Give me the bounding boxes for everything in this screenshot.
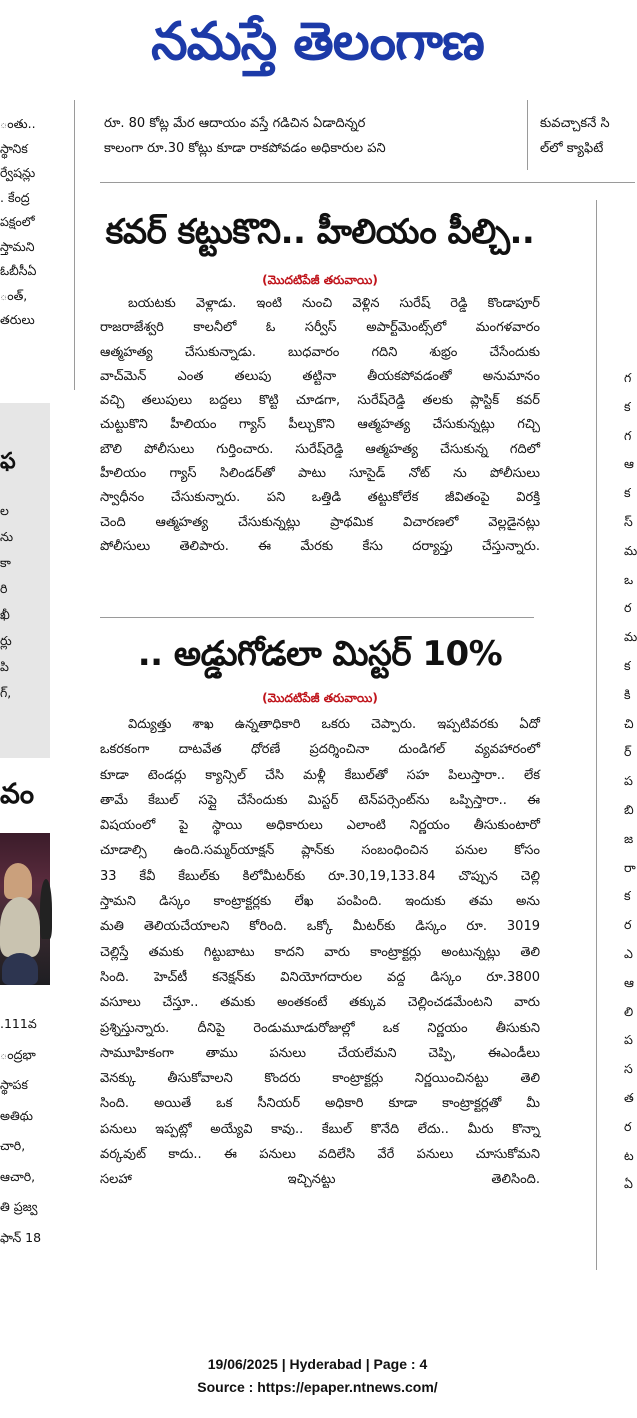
fragment-line: జ [624, 830, 634, 846]
fragment-line: గ [624, 427, 632, 443]
article-line: 33 కేవీ కేబుల్‌కు కిలోమీటర్‌కు రూ.30,19,133.84 చొప్పున చెల్లి [100, 868, 540, 884]
fragment-line: ట [624, 1147, 634, 1163]
article-2-kicker: (మొదటిపేజీ తరువాయి) [262, 691, 378, 705]
article-line: సలహా ఇచ్చినట్టు తెలిసింది. [100, 1172, 540, 1188]
column-divider [74, 100, 75, 390]
article-line: హీలియం గ్యాస్ సిలిండర్‌తో పాటు సూసైడ్ నోట్ ను పోలీసులు [100, 466, 540, 482]
masthead [0, 0, 635, 84]
column-divider [596, 200, 597, 1270]
article-line: మతి తెలియచేయాలని కోరింది. ఒక్కో మీటర్‌కు డిస్కం రూ. 3019 [100, 919, 540, 935]
fragment-line: ప [624, 1032, 633, 1048]
fragment-line: పక్షంలో [0, 214, 35, 229]
right-column-fragments [624, 364, 635, 1199]
fragment-line: ంద్రభా [0, 1046, 36, 1062]
fragment-line: ర [624, 1118, 632, 1134]
fragment-line: ర [624, 600, 632, 616]
left-bottom-fragments [0, 1009, 52, 1253]
article-line: చూడాల్సి ఉంది.సమ్మర్‌యాక్షన్ ప్లాన్‌కు సంబంధించిన పనుల కోసం [100, 843, 540, 859]
fragment-line: స్తామని [0, 238, 35, 254]
fragment-line: కాలంగా రూ.30 కోట్లు కూడా రాకపోవడం అధికారుల పని [104, 141, 386, 156]
fragment-line: కువచ్చాకనే సి [540, 116, 610, 131]
article-1-headline: కవర్ కట్టుకొని.. హీలియం పీల్చి.. [105, 212, 535, 252]
newspaper-title: నమస్తే తెలంగాణ [151, 11, 484, 72]
left-box-heading: ఫ [0, 449, 16, 474]
right-top-fragment [540, 111, 635, 161]
fragment-line: ఆచారి, [0, 1168, 36, 1184]
fragment-line: చి [624, 715, 634, 731]
article-line: వచ్చి తలుపులు బద్దలు కొట్టి చూడగా, సురేష్‌రెడ్డి తలకు ప్లాస్టిక్ కవర్ [100, 393, 540, 409]
article-line: చెల్లిస్తే తమకు గిట్టుబాటు కాదని వారు కాంట్రాక్టర్లు అంటున్నట్లు తెలి [100, 944, 540, 960]
article-2-headline: .. అడ్డుగోడలా మిస్టర్ 10% [137, 634, 503, 674]
article-line: వర్కవుట్ కాదు.. ఈ పనులు వదిలేసి వేరే పనులు చూసుకోమని [100, 1147, 540, 1163]
fragment-line: స్ [624, 513, 633, 529]
left-box-text [0, 498, 40, 706]
article-line: విషయంలో పై స్థాయి అధికారులు ఎలాంటి నిర్ణయం తీసుకుంటారో [100, 818, 540, 834]
left-top-fragments [0, 112, 62, 333]
fragment-line: ల [0, 503, 9, 518]
article-line: చెంది ఆత్మహత్య చేసుకున్నట్లు ప్రాథమిక విచారణలో వెల్లడైనట్లు [100, 514, 540, 530]
fragment-line: రూ. 80 కోట్ల మేర ఆదాయం వస్తే గడిచిన ఏడాదిన్నర [104, 116, 366, 131]
article-line: తామే కేబుల్ సప్లై చేసేందుకు మిస్టర్ టెన్‌పర్సెంట్‌ను ఒప్పిస్తారా.. ఈ [100, 792, 540, 808]
article-line: స్తామని డిస్కం కాంట్రాక్టర్లకు లేఖ పంపింది. ఇందుకు తమ అను [100, 894, 540, 910]
fragment-line: ను [0, 529, 14, 544]
section-divider [100, 182, 635, 183]
fragment-line: మ [624, 629, 637, 645]
fragment-line: ంతు.. [0, 116, 36, 131]
fragment-line: గ్, [0, 685, 12, 700]
article-line: సామూహికంగా తాము పనులు చేయలేమని చెప్పి, ఈఎండీలు [100, 1045, 540, 1061]
fragment-line: క [624, 888, 631, 904]
fragment-line: .111వ [0, 1016, 37, 1031]
fragment-line: బి [624, 801, 634, 817]
fragment-line: చారి, [0, 1138, 26, 1153]
article-1-kicker: (మొదటిపేజీ తరువాయి) [262, 273, 378, 287]
article-line: వసూలు చేస్తూ.. తమకు అంతకంటే తక్కువ చెల్లించడమేంటని వారు [100, 995, 540, 1011]
fragment-line: ర్వేషన్లు [0, 165, 36, 180]
fragment-line: రా [624, 859, 636, 875]
fragment-line: ప [624, 773, 633, 789]
fragment-line: ర్లు [0, 633, 12, 648]
article-line: సింది. హెచ్‌టీ కనెక్షన్‌కు వినియోగదారుల వద్ద డిస్కం రూ.3800 [100, 969, 540, 985]
article-line: పోలీసులు తెలిపారు. ఈ మేరకు కేసు దర్యాప్తు చేస్తున్నారు. [100, 538, 540, 554]
fragment-line: క [624, 485, 631, 501]
fragment-line: స [624, 1061, 633, 1077]
article-line: కూడా టెండర్లు క్యాన్సిల్ చేసి మళ్లీ కేబుల్‌తో సహ పిలుస్తారా.. లేక [100, 767, 540, 783]
article-divider [100, 617, 534, 618]
article-line: విద్యుత్తు శాఖ ఉన్నతాధికారి ఒకరు చెప్పారు. ఇప్పటివరకు ఏదో [128, 717, 540, 732]
fragment-line: స్థాపక [0, 1077, 28, 1092]
fragment-line: ఎ [624, 945, 633, 961]
fragment-line: . కేంద్ర [0, 189, 30, 205]
footer-source: Source : https://epaper.ntnews.com/ [197, 1379, 438, 1395]
article-line: చుట్టుకొని హీలియం గ్యాస్ పీల్చుకొని ఆత్మహత్య చేసుకున్నట్లు గచ్చి [100, 417, 540, 433]
event-photo [0, 833, 50, 985]
fragment-line: గ [624, 370, 632, 385]
footer-date-page: 19/06/2025 | Hyderabad | Page : 4 [207, 1356, 428, 1372]
article-line: రాజరాజేశ్వరి కాలనీలో ఓ సర్వీస్ అపార్ట్‌మెంట్స్‌లో మంగళవారం [100, 320, 540, 336]
fragment-line: స్థానిక [0, 140, 28, 156]
fragment-line: కి [624, 686, 631, 702]
article-line: బయటకు వెళ్లాడు. ఇంటి నుంచి వెళ్లిన సురేష్ రెడ్డి కొండాపూర్ [128, 296, 540, 311]
article-line: వెనక్కు తీసుకోవాలని కొందరు కాంట్రాక్టర్లు నిర్ణయించినట్టు తెలి [100, 1071, 540, 1087]
article-1-body [100, 292, 540, 559]
article-2-body [100, 712, 540, 1193]
fragment-line: ల్‌లో క్యాఫిటే [540, 141, 604, 156]
fragment-line: ర్ [624, 744, 632, 760]
fragment-line: క [624, 398, 631, 414]
article-line: ఆత్మహత్య చేసుకున్నాడు. బుధవారం గదిని శుభ్రం చేసేందుకు [100, 344, 540, 360]
left-section-heading: వం [0, 777, 35, 810]
fragment-line: ంత్‌, [0, 287, 28, 303]
fragment-line: పి [0, 659, 9, 674]
fragment-line: ఆ [624, 974, 634, 990]
article-line: బౌలి పోలీసులు గుర్తించారు. సురేష్‌రెడ్డి ఆత్మహత్య చేసుకున్న గదిలో [100, 441, 540, 457]
article-line: వాచ్‌మెన్ ఎంత తలుపు తట్టినా తీయకపోవడంతో అనుమానం [100, 368, 540, 384]
fragment-line: అతిథు [0, 1107, 33, 1123]
article-line: ప్రశ్నిస్తున్నారు. దీనిపై రెండుమూడురోజుల్లో ఒక నిర్ణయం తీసుకుని [100, 1020, 540, 1036]
fragment-line: ఫాన్ 18 [0, 1229, 42, 1245]
center-top-fragment [104, 111, 524, 161]
fragment-line: క [624, 657, 631, 673]
fragment-line: ర [624, 917, 632, 933]
fragment-line: లి [624, 1003, 634, 1019]
article-line: సింది. అయితే ఒక సీనియర్ అధికారి కూడా కాంట్రాక్టర్లతో మీ [100, 1096, 540, 1112]
fragment-line: ఓబీసీఏ [0, 263, 37, 278]
fragment-line: ఒ [624, 571, 634, 587]
fragment-line: త [624, 1089, 634, 1105]
article-line: ఒకరకంగా దాటవేత ధోరణే ప్రదర్శించినా దుండిగల్ వ్యవహారంలో [100, 742, 540, 758]
fragment-line: కా [0, 555, 11, 570]
article-line: స్వాధీనం చేసుకున్నారు. పని ఒత్తిడి తట్టుకోలేక జీవితంపై విరక్తి [100, 490, 540, 506]
article-line: పనులు ఇప్పట్లో అయ్యేవి కావు.. కేబుల్ కొనేది లేదు.. మీరు కొన్నా [100, 1121, 540, 1137]
fragment-line: రి [0, 581, 8, 596]
column-divider [527, 100, 528, 170]
fragment-line: ఖీ [0, 607, 10, 622]
fragment-line: తరులు [0, 312, 35, 327]
fragment-line: మ [624, 542, 637, 558]
fragment-line: ఏ [624, 1176, 633, 1192]
fragment-line: ఆ [624, 456, 634, 472]
fragment-line: తి ప్రజ్వ [0, 1199, 38, 1214]
